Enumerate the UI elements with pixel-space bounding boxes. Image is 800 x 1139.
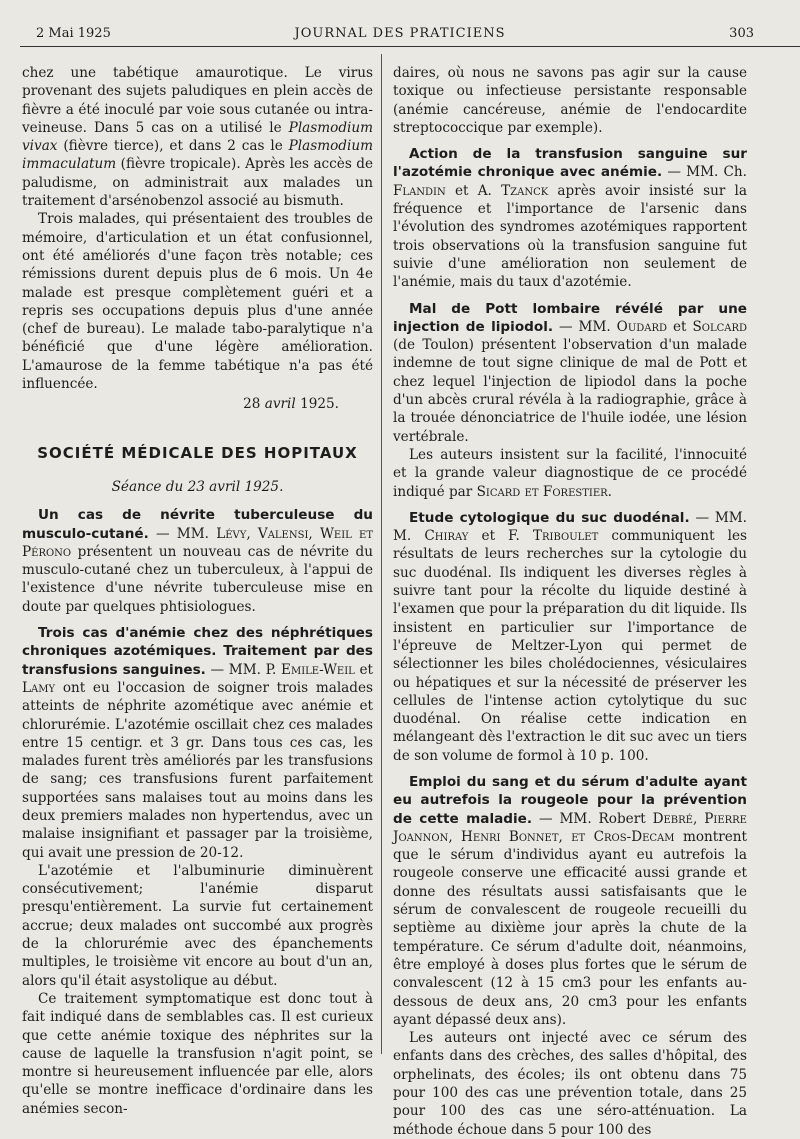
article-title: Etude cytologique du suc duodénal. bbox=[409, 509, 690, 526]
page-number: 303 bbox=[729, 26, 754, 41]
article-title: Trois cas d'anémie chez des néphrétiques chroniques azotémiques. Traitement par des transfusions sanguines. bbox=[22, 625, 373, 678]
left-column bbox=[22, 64, 373, 1118]
paragraph: daires, où nous ne savons pas agir sur la cause toxique ou infectieuse persistante responsable (anémie cancéreuse, anémie de l'endocardite streptococcique par exemple). bbox=[393, 65, 747, 136]
article-authors: Debré, Pierre Joannon, Henri Bonnet, et Cros-Decam bbox=[393, 810, 747, 845]
section-heading: SOCIÉTÉ MÉDICALE DES HOPITAUX bbox=[37, 443, 358, 462]
article: Emploi du sang et du sérum d'adulte ayant eu autrefois la rougeole pour la prévention de cette maladie. — MM. Robert Debré, Pierre Joannon, Henri Bonnet, et Cros-Decam montrent que le sérum d'individus ayant eu autrefois la rougeole conserve une efficacité aussi grande et donne des résultats aussi satisfaisants que le sérum de convalescent de rougeole recueilli du septième au dixième jour après la chute de la température. Ce sérum d'adulte doit, néanmoins, être employé à doses plus fortes que le sérum de convalescent (12 à 15 cm3 pour les enfants au-dessous de deux ans, 20 cm3 pour les enfants ayant dépassé deux ans). bbox=[393, 773, 747, 1028]
article-authors: Lévy, Valensi, Weil et Pérono bbox=[22, 525, 373, 560]
paragraph: L'azotémie et l'albuminurie diminuèrent consécutivement; l'anémie disparut presqu'entièrement. La survie fut certainement accrue; deux malades ont succombé aux progrès de la chlorurémie avec des épanchements multiples, le troisième vit encore au bout d'un an, alors qu'il était asystolique au début. bbox=[22, 862, 373, 989]
paragraph: chez une tabétique amaurotique. Le virus provenant des sujets paludiques en plein accès de fièvre a été inoculé par voie sous cutanée ou intra-veineuse. Dans 5 cas on a utilisé le Plasmodium vivax (fièvre tierce), et dans 2 cas le Plasmodium immaculatum (fièvre tropicale). Après les accès de paludisme, on administrait aux malades un traitement d'arsénobenzol associé au bismuth. bbox=[22, 65, 374, 210]
article-authors: Emile-Weil bbox=[281, 661, 355, 678]
article: Un cas de névrite tuberculeuse du musculo-cutané. — MM. Lévy, Valensi, Weil et Pérono présentent un nouveau cas de névrite du musculo-cutané chez un tuberculeux, à l'appui de l'existence d'une névrite tuberculeuse mise en doute par quelques phtisiologues. bbox=[22, 507, 373, 615]
article-title: Emploi du sang et du sérum d'adulte ayant eu autrefois la rougeole pour la prévention de cette maladie. bbox=[393, 773, 747, 827]
date-signature: 28 avril 1925. bbox=[243, 396, 339, 413]
article-title: Action de la transfusion sanguine sur l'azotémie chronique avec anémie. bbox=[393, 146, 747, 181]
article: Action de la transfusion sanguine sur l'azotémie chronique avec anémie. — MM. Ch. Flandin et A. Tzanck après avoir insisté sur la fréquence et l'importance de l'arsenic dans l'évolution des syndromes azotémiques rapportent trois observations où la transfusion sanguine fut suivie d'une amélioration non seulement de l'anémie, mais du taux d'azotémie. bbox=[393, 146, 747, 291]
article: Trois cas d'anémie chez des néphrétiques chroniques azotémiques. Traitement par des transfusions sanguines. — MM. P. Emile-Weil et Lamy ont eu l'occasion de soigner trois malades atteints de néphrite azométique avec anémie et chlorurémie. L'azotémie oscillait chez ces malades entre 15 centigr. et 3 gr. Dans tous ces cas, les malades furent très améliorés par les transfusions de sang; ces transfusions furent parfaitement supportées sans malaises tout au moins dans les deux premiers malades non hypertendus, avec un malaise insignifiant et passager par la troisième, qui avait une pression de 20-12. bbox=[22, 625, 374, 861]
journal-title: JOURNAL DES PRATICIENS bbox=[294, 26, 506, 41]
session-date: Séance du 23 avril 1925. bbox=[111, 478, 284, 495]
article: Etude cytologique du suc duodénal. — MM. M. Chiray et F. Triboulet communiquent les résultats de leurs recherches sur la cytologie du suc duodénal. Ils indiquent les diverses règles à suivre tant pour la récolte du liquide destiné à l'examen que pour la préparation du dit liquide. Ils insistent en particulier sur l'importance de l'épreuve de Meltzer-Lyon qui permet de sélectionner les biles cholédociennes, vésiculaires ou hépatiques et sur la nécessité de préserver les cellules de l'intense action cytolytique du suc duodénal. On réalise cette indication en mélangeant dès l'extraction le dit suc avec un tiers de son volume de formol à 10 p. 100. bbox=[393, 509, 748, 764]
paragraph: Les auteurs insistent sur la facilité, l'innocuité et la grande valeur diagnostique de ce procédé indiqué par Sicard et Forestier. bbox=[393, 446, 747, 500]
article-title: Mal de Pott lombaire révélé par une injection de lipiodol. bbox=[393, 300, 747, 335]
paragraph: Ce traitement symptomatique est donc tout à fait indiqué dans de semblables cas. Il est curieux que cette anémie toxique des néphrites sur la cause de laquelle la transfusion n'agit point, se montre si heureusement influencée par elle, alors qu'elle se montre inefficace d'ordinaire dans les anémies secon- bbox=[22, 990, 373, 1117]
right-column bbox=[393, 64, 747, 1139]
article-authors: Chiray bbox=[424, 528, 469, 545]
article: Mal de Pott lombaire révélé par une injection de lipiodol. — MM. Oudard et Solcard (de Toulon) présentent l'observation d'un malade indemne de tout signe clinique de mal de Pott et chez lequel l'injection de lipiodol dans la poche d'un abcès crural révéla à la radiographie, grâce à la trouée dénonciatrice de l'huile iodée, une lésion vertébrale. bbox=[393, 300, 748, 445]
paragraph: Trois malades, qui présentaient des troubles de mémoire, d'articulation et un état confusionnel, ont été améliorés d'une façon très notable; ces rémissions durent depuis plus de 6 mois. Un 4e malade est presque complètement guéri et a repris ses occupations depuis plus d'une année (chef de bureau). Le malade tabo-paralytique n'a bénéficié que d'une légère amélioration. L'amaurose de la femme tabétique n'a pas été influencée. bbox=[22, 211, 373, 393]
article-authors: Oudard bbox=[616, 318, 668, 335]
column-divider bbox=[381, 54, 382, 1054]
article-title: Un cas de névrite tuberculeuse du musculo-cutané. bbox=[22, 507, 373, 542]
header-rule bbox=[20, 46, 800, 47]
issue-date: 2 Mai 1925 bbox=[36, 26, 111, 41]
paragraph: Les auteurs ont injecté avec ce sérum des enfants dans des crèches, des salles d'hôpital, des orphelinats, des écoles; ils ont obtenu dans 75 pour 100 des cas une prévention totale, dans 25 pour 100 des cas une séro-atténuation. La méthode échoue dans 5 pour 100 des bbox=[393, 1030, 747, 1138]
page-header bbox=[0, 0, 800, 44]
article-authors: Flandin bbox=[393, 182, 446, 199]
